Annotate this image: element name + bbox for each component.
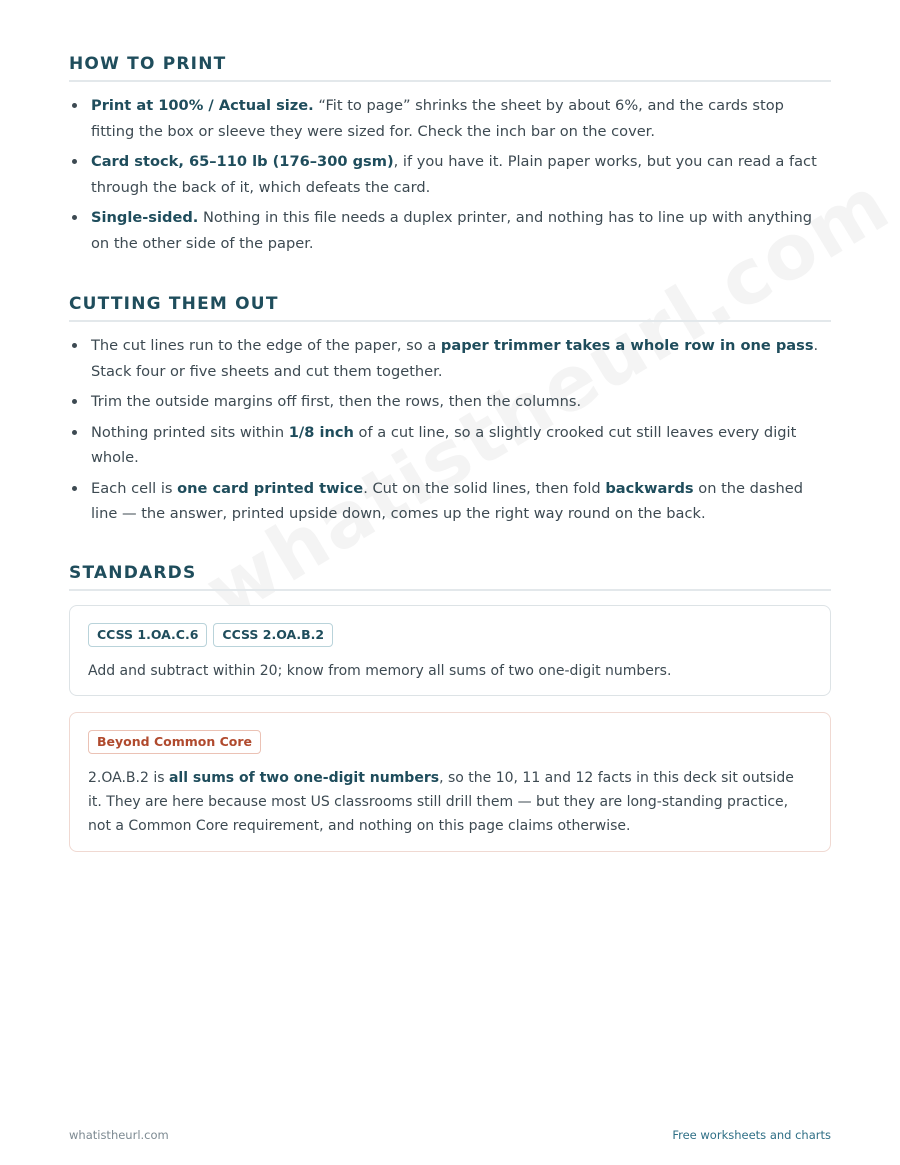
item-text: on the dashed line — the answer, printed upside down, comes up the right way round on the back. (91, 479, 803, 522)
list-item (69, 389, 831, 415)
item-text: . Stack four or five sheets and cut them together. (91, 337, 819, 380)
list-item (69, 476, 831, 527)
emphasis: paper trimmer takes a whole row in one pass (440, 337, 814, 354)
list-item (69, 149, 831, 200)
section-heading: STANDARDS (69, 563, 831, 591)
emphasis: one card printed twice (177, 479, 364, 497)
item-text: Nothing in this file needs a duplex printer, and nothing has to line up with anything on the other side of the paper. (91, 209, 813, 252)
item-text: “Fit to page” shrinks the sheet by about 6%, and the cards stop fitting the box or sleeve they were sized for. Check the inch bar on the cover. (91, 97, 784, 140)
emphasis: all sums of two one-digit numbers (168, 770, 440, 786)
emphasis: Card stock, 65–110 lb (176–300 gsm) (91, 153, 394, 170)
list-item (69, 93, 831, 144)
footer-site: whatistheurl.com (69, 1128, 169, 1142)
list-item (69, 333, 831, 384)
standard-tag: CCSS 2.OA.B.2 (213, 623, 333, 647)
item-text: , if you have it. Plain paper works, but you can read a fact through the back of it, which defeats the card. (91, 153, 817, 196)
section-heading: CUTTING THEM OUT (69, 294, 831, 322)
item-text: Each cell is (91, 479, 178, 497)
emphasis: 1/8 inch (288, 423, 354, 441)
item-text: The cut lines run to the edge of the paper, so a (91, 337, 441, 354)
standards-section (69, 563, 831, 834)
print-list (69, 93, 831, 256)
standard-tags (88, 623, 812, 647)
footer-tagline: Free worksheets and charts (672, 1128, 831, 1142)
list-item (69, 205, 831, 256)
item-text: . Cut on the solid lines, then fold (363, 479, 606, 497)
beyond-tag: Beyond Common Core (88, 730, 261, 754)
beyond-text: 2.OA.B.2 is (88, 770, 169, 786)
beyond-description (88, 766, 812, 838)
emphasis: backwards (605, 479, 694, 497)
cutting-list (69, 333, 831, 527)
standard-tag: CCSS 1.OA.C.6 (88, 623, 207, 647)
beyond-common-core-card (69, 712, 831, 852)
item-text: Nothing printed sits within (91, 423, 289, 441)
how-to-print-section (69, 54, 831, 261)
standards-card (69, 605, 831, 696)
emphasis: Print at 100% / Actual size. (91, 97, 314, 114)
beyond-tags (88, 730, 812, 754)
item-text: Trim the outside margins off first, then the rows, then the columns. (91, 393, 582, 410)
standard-description: Add and subtract within 20; know from memory all sums of two one-digit numbers. (88, 663, 672, 679)
cutting-section (69, 294, 831, 532)
item-text: of a cut line, so a slightly crooked cut still leaves every digit whole. (91, 423, 797, 466)
list-item (69, 420, 831, 471)
section-heading: HOW TO PRINT (69, 54, 831, 82)
beyond-text: , so the 10, 11 and 12 facts in this deck sit outside it. They are here because most US classrooms still drill them — but they are long-standing practice, not a Common Core requirement, and nothing on this page claims otherwise. (88, 770, 794, 834)
emphasis: Single-sided. (91, 209, 199, 226)
